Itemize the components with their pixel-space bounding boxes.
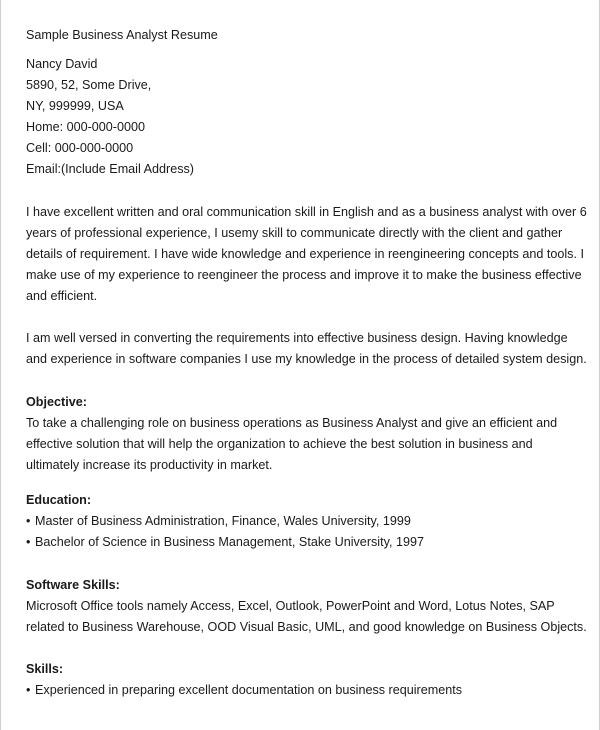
education-item-text: Bachelor of Science in Business Management, Stake University, 1997 — [35, 535, 424, 549]
education-item — [26, 532, 586, 553]
education-heading: Education: — [26, 493, 92, 507]
contact-block — [26, 54, 194, 180]
contact-address-line2: NY, 999999, USA — [26, 99, 124, 113]
objective-heading: Objective: — [26, 395, 87, 409]
objective-line: ultimately increase its productivity in market. — [26, 458, 273, 472]
skills-section — [26, 659, 586, 701]
objective-line: effective solution that will help the organization to achieve the best solution in business and — [26, 437, 533, 451]
skills-item-text: Experienced in preparing excellent documentation on business requirements — [35, 683, 463, 697]
skills-item — [26, 680, 586, 701]
paragraph-line: details of requirement. I have wide knowledge and experience in reengineering concepts and tools. I — [26, 247, 584, 261]
document-title: Sample Business Analyst Resume — [26, 28, 218, 42]
education-item — [26, 511, 586, 532]
contact-name: Nancy David — [26, 57, 98, 71]
summary-paragraph-2 — [26, 328, 586, 370]
summary-paragraph-1 — [26, 202, 586, 307]
objective-line: To take a challenging role on business operations as Business Analyst and give an efficient and — [26, 416, 558, 430]
paragraph-line: make use of my experience to reengineer the process and improve it to make the business effective — [26, 268, 582, 282]
paragraph-line: and experience in software companies I use my knowledge in the process of detailed system design. — [26, 352, 587, 366]
education-item-text: Master of Business Administration, Finance, Wales University, 1999 — [35, 514, 411, 528]
paragraph-line: I have excellent written and oral communication skill in English and as a business analyst with over 6 — [26, 205, 587, 219]
contact-home-phone: Home: 000-000-0000 — [26, 120, 146, 134]
contact-address-line1: 5890, 52, Some Drive, — [26, 78, 152, 92]
bullet-icon: • — [26, 535, 31, 549]
objective-section — [26, 392, 586, 476]
skills-heading: Skills: — [26, 662, 64, 676]
paragraph-line: and efficient. — [26, 289, 98, 303]
education-section — [26, 490, 586, 553]
contact-cell-phone: Cell: 000-000-0000 — [26, 141, 134, 155]
paragraph-line: years of professional experience, I usemy skill to communicate directly with the client and gather — [26, 226, 563, 240]
software-skills-section — [26, 575, 586, 638]
contact-email: Email:(Include Email Address) — [26, 162, 194, 176]
bullet-icon: • — [26, 683, 31, 697]
software-skills-line: related to Business Warehouse, OOD Visual Basic, UML, and good knowledge on Business Objects. — [26, 620, 587, 634]
bullet-icon: • — [26, 514, 31, 528]
software-skills-heading: Software Skills: — [26, 578, 120, 592]
software-skills-line: Microsoft Office tools namely Access, Excel, Outlook, PowerPoint and Word, Lotus Notes, SAP — [26, 599, 555, 613]
paragraph-line: I am well versed in converting the requirements into effective business design. Having knowledge — [26, 331, 568, 345]
